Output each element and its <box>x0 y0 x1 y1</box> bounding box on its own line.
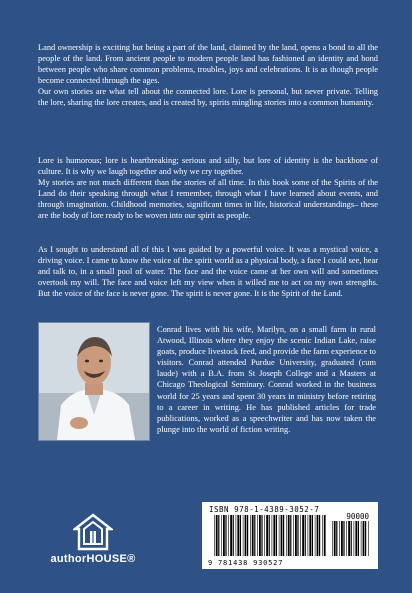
lore-section <box>38 155 378 222</box>
lore-paragraph-1: Lore is humorous; lore is heartbreaking; serious and silly, but lore of identity is the backbone of culture. It is why we laugh together and why we cry together. <box>38 156 378 177</box>
barcode-addon-bars <box>332 521 370 556</box>
intro-section <box>38 42 378 109</box>
publisher-house-icon <box>73 513 113 551</box>
barcode-bars <box>214 515 326 556</box>
voice-section <box>38 244 378 299</box>
isbn-label: ISBN 978-1-4389-3052-7 <box>209 505 320 514</box>
intro-paragraph-1: Land ownership is exciting but being a part of the land, claimed by the land, opens a bond to all the people of the land. From ancient people to modern people land has fashioned an identity and bond between people who share common problems, troubles, joys and celebrations. It is as though people become connected through the ages. <box>38 43 378 86</box>
author-bio: Conrad lives with his wife, Marilyn, on a small farm in rural Atwood, Illinois where they enjoy the scenic Indian Lake, raise goats, produce livestock feed, and provide the farm experience to visitors. Conrad attended Purdue University, graduated (cum laude) with a B.A. from St Joseph College and a Masters at Chicago Theological Seminary. Conrad worked in the business world for 25 years and spent 30 years in ministry before retiring to a career in writing. He has published articles for trade publications, worked as a speechwriter and has now taken the plunge into the world of fiction writing. <box>157 325 376 434</box>
publisher-name: authorHOUSE® <box>50 553 136 565</box>
voice-paragraph-1: As I sought to understand all of this I was guided by a powerful voice. It was a mystical voice, a driving voice. I came to know the voice of the spirit world as a physical body, a face I could see, hear and talk to, in a small pool of water. The face and the voice came at her own will and sometimes overtook my will. The face and voice left my view when it willed me to act on my own strengths. But the voice of the face is never gone. The spirit is never gone. It is the Spirit of the Land. <box>38 245 378 299</box>
publisher-logo <box>38 513 148 573</box>
price-code: 90000 <box>346 512 369 521</box>
lore-paragraph-2: My stories are not much different than the stories of all time. In this book some of the Spirits of the Land do their speaking through what I remember, through what I have learned about events, and through imagination. Childhood memories, significant times in life, historical understandings– these are the body of lore ready to be woven into our spirit as people. <box>38 178 378 221</box>
author-photo <box>38 322 150 441</box>
intro-paragraph-2: Our own stories are what tell about the connected lore. Lore is personal, but never private. Telling the lore, sharing the lore creates, and is created by, spirits mingling stories into a common humanity. <box>38 87 378 108</box>
ean-number: 9 781438 930527 <box>208 559 284 567</box>
barcode <box>202 502 378 569</box>
